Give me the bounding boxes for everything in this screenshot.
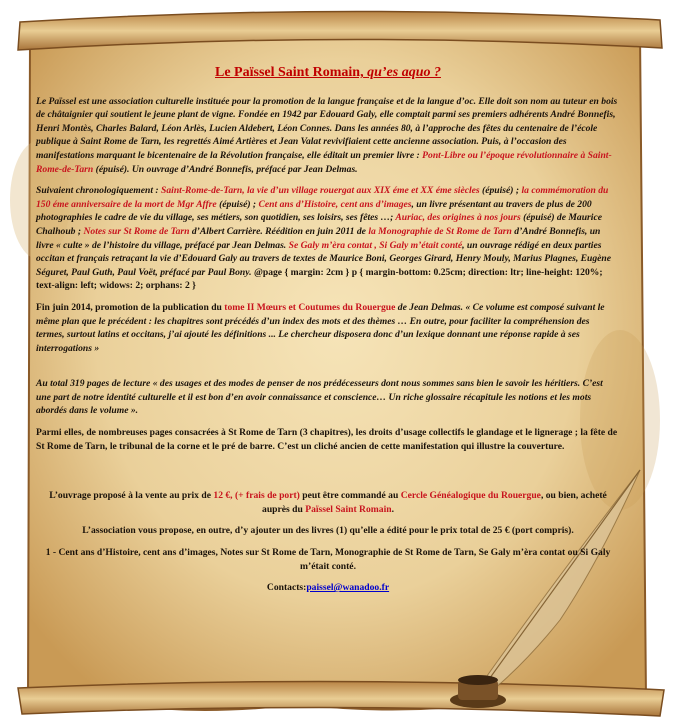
contact-line: Contacts:paissel@wanadoo.fr (266, 582, 390, 594)
contact-email-link[interactable]: paissel@wanadoo.fr (306, 582, 390, 594)
offer-paragraph: L’association vous propose, en outre, d’y ajouter un des livres (1) qu’elle a édité pour le prix total de 25 € (port compris). (82, 525, 574, 537)
tome-paragraph: Fin juin 2014, promotion de la publication du tome II Mœurs et Coutumes du Rouergue de Jean Delmas. « Ce volume est composé suivant le même plan que le précédent : les chapitres sont précédés d’un index des mots et des thèmes … En outre, pour faciliter la compréhension des termes, surtout latins et occitans, j’ai ajouté les définitions ... Le chercheur disposera donc d’un lexique donnant une réponse rapide à ses interrogations » (36, 301, 605, 354)
book-list-paragraph: 1 - Cent ans d’Histoire, cent ans d’images, Notes sur St Rome de Tarn, Monographie de St Rome de Tarn, Se Galy m’èra contat ou Si Galy m’était conté. (45, 547, 611, 572)
publications-paragraph: Suivaient chronologiquement : Saint-Rome-de-Tarn, la vie d’un village rouergat aux XIX éme et XX éme siècles (épuisé) ; la commémoration du 150 éme anniversaire de la mort de Mgr Affre (épuisé) ; Cent ans d’Histoire, cent ans d’images, un livre présentant au travers de plus de 200 photographies le cadre de vie du village, ses métiers, son quotidien, ses loisirs, ses fêtes …; Auriac, des origines à nos jours (épuisé) de Maurice Chalhoub ; Notes sur St Rome de Tarn d’Albert Carrière. Réédition en juin 2011 de la Monographie de St Rome de Tarn d’André Bonnefis, un livre « culte » de l’histoire du village, préfacé par Jean Delmas. Se Galy m’èra contat , Si Galy m’était conté, un ouvrage rédigé en deux parties occitan et français retraçant la vie d’Edouard Galy au travers de textes de Maurice Boni, Georges Girard, Henry Mouly, Marius Plagnes, Eugène Séguret, Paul Guth, Paul Voët, préfacé par Paul Bony. @page { margin: 2cm } p { margin-bottom: 0.25cm; direction: ltr; line-height: 120%; text-align: left; widows: 2; orphans: 2 } (36, 185, 611, 292)
price-paragraph: L’ouvrage proposé à la vente au prix de 12 €, (+ frais de port) peut être commandé au Cercle Généalogique du Rouergue, ou bien, acheté auprès du Païssel Saint Romain. (49, 490, 607, 515)
chapters-paragraph: Parmi elles, de nombreuses pages consacrées à St Rome de Tarn (3 chapitres), les droits d’usage collectifs le glandage et le lignerage ; la fête de St Rome de Tarn, le tribunal de la corne et le pré de barre. C’est un cliché ancien de cette manifestation qui illustre la couverture. (36, 427, 618, 452)
intro-paragraph: Le Païssel est une association culturelle instituée pour la promotion de la langue française et de la langue d’oc. Elle doit son nom au tuteur en bois de châtaignier qui soutient le jeune plant de vigne. Fondée en 1942 par Edouard Galy, elle comptait parmi ses premiers adhérents André Bonnefis, Henri Montès, Charles Balard, Léon Arlès, Lucien Aldebert, Léon Connes. Dans les années 80, à l’approche des fêtes du centenaire de l’école publique à Saint Rome de Tarn, les regrettés Aimé Artières et Jean Valat revivifiaient cette ancienne association. Puis, à l’occasion des manifestations marquant le bicentenaire de la Révolution française, elle éditait un premier livre : Pont-Libre ou l’époque révolutionnaire à Saint-Rome-de-Tarn (épuisé). Un ouvrage d’André Bonnefis, préfacé par Jean Delmas. (36, 95, 618, 175)
inkwell-icon (450, 675, 506, 708)
page-title: Le Païssel Saint Romain, qu’es aquo ? (215, 65, 441, 80)
reading-paragraph: Au total 319 pages de lecture « des usages et des modes de penser de nos prédécesseurs dont nous sommes sans bien le savoir les héritiers. C’est une part de notre identité culturelle et il est bon d’en avoir connaissance et conscience… Un riche glossaire récapitule les notions et les mots abordés dans le volume ». (36, 378, 603, 417)
article-content (36, 66, 620, 603)
